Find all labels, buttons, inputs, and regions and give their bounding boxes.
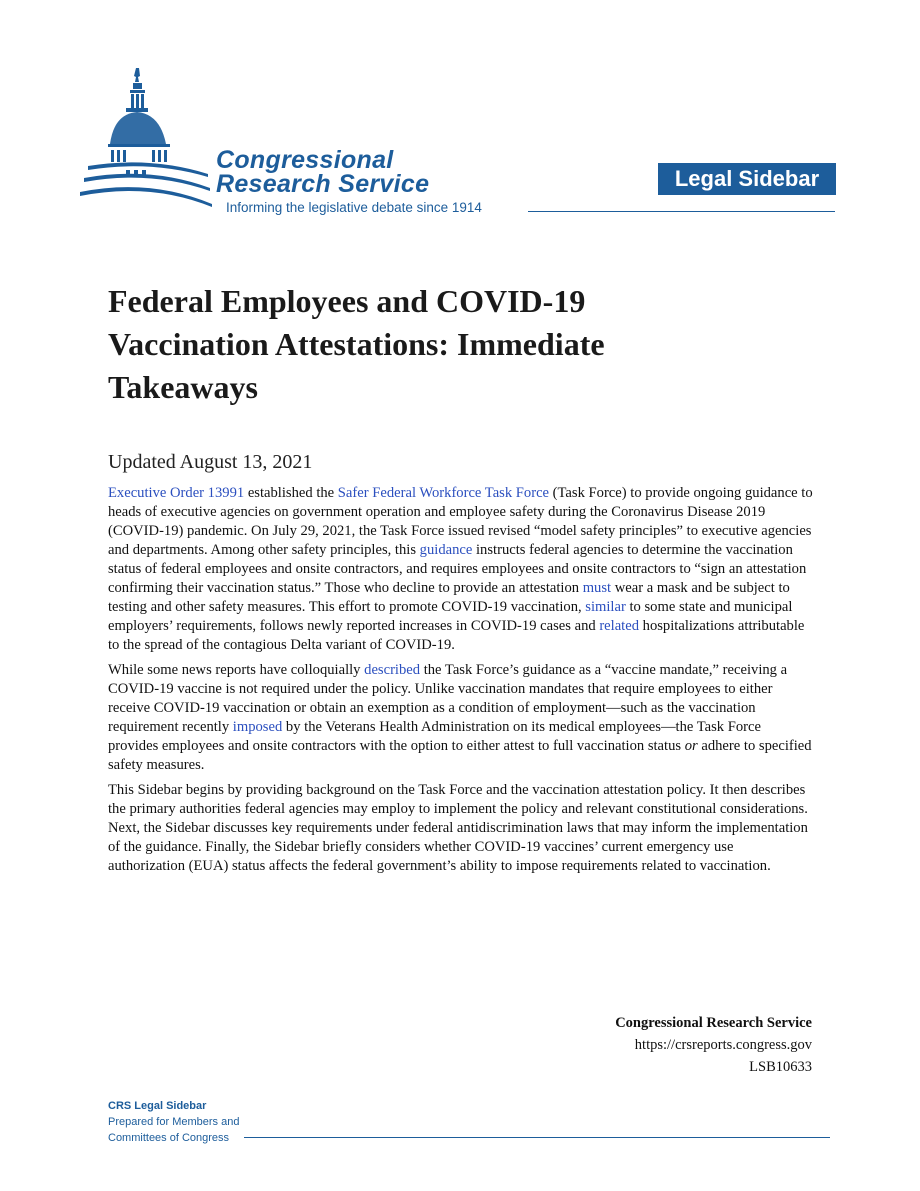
footer-url[interactable]: https://crsreports.congress.gov [634, 1037, 812, 1053]
bottom-label-line1: CRS Legal Sidebar [108, 1100, 207, 1112]
paragraph-2 [108, 661, 814, 775]
bottom-label-line3: Committees of Congress [108, 1132, 230, 1144]
article-body [108, 484, 814, 882]
logo-text-line1: Congressional [216, 146, 394, 174]
text: by the Veterans Health Administration on its medical employees—the Task Force provides employees and onsite contractors with the option to either attest to full vaccination status [108, 719, 761, 754]
text: adhere to specified safety measures. [108, 738, 812, 773]
text: to some state and municipal employers’ requirements, follows newly reported increases in COVID-19 cases and [108, 599, 793, 634]
link-must[interactable]: must [582, 580, 612, 596]
updated-date: Updated August 13, 2021 [108, 451, 313, 473]
logo-tagline: Informing the legislative debate since 1914 [226, 200, 482, 215]
crs-footer [615, 1012, 812, 1078]
crs-logo [80, 66, 600, 226]
bottom-divider [244, 1137, 830, 1138]
logo-text-line2: Research Service [216, 170, 430, 198]
text: instructs federal agencies to determine the vaccination status of federal employees and onsite contractors, and requires employees and onsite contractors to “sign an attestation confirming their vaccination status.” Those who decline to provide an attestation [108, 542, 807, 596]
paragraph-3: This Sidebar begins by providing background on the Task Force and the vaccination attestation policy. It then describes the primary authorities federal agencies may employ to implement the policy and relevant constitutional considerations. Next, the Sidebar discusses key requirements under federal antidiscrimination laws that may inform the implementation of the guidance. Finally, the Sidebar briefly considers whether COVID-19 vaccines’ current emergency use authorization (EUA) status affects the federal government’s ability to impose requirements related to vaccination. [108, 782, 808, 874]
text: hospitalizations attributable to the spread of the contagious Delta variant of COVID-19. [108, 618, 805, 653]
link-similar[interactable]: similar [585, 599, 626, 615]
bottom-label-line2: Prepared for Members and [108, 1116, 240, 1128]
paragraph-1 [108, 484, 814, 655]
header-divider [528, 211, 835, 212]
page-title: Federal Employees and COVID-19 Vaccination Attestations: Immediate Takeaways [108, 283, 605, 405]
legal-sidebar-badge: Legal Sidebar [658, 163, 836, 195]
link-task-force[interactable]: Safer Federal Workforce Task Force [337, 485, 550, 501]
text: established the [244, 485, 338, 501]
link-guidance[interactable]: guidance [419, 542, 473, 558]
capitol-dome-icon [80, 66, 215, 216]
footer-org: Congressional Research Service [615, 1015, 812, 1031]
text: the Task Force’s guidance as a “vaccine mandate,” receiving a COVID-19 vaccine is not required under the policy. Unlike vaccination mandates that require employees to either receive COVID-19 vaccination or obtain an exemption as a condition of employment—such as the vaccination requirement recently [108, 662, 788, 735]
link-executive-order[interactable]: Executive Order 13991 [108, 485, 245, 501]
emphasis-or: or [684, 738, 698, 754]
text: While some news reports have colloquially [108, 662, 365, 678]
bottom-label [108, 1098, 239, 1146]
text: wear a mask and be subject to testing and other safety measures. This effort to promote COVID-19 vaccination, [108, 580, 790, 615]
link-imposed[interactable]: imposed [232, 719, 283, 735]
text: (Task Force) to provide ongoing guidance to heads of executive agencies on government operation and employee safety during the Coronavirus Disease 2019 (COVID-19) pandemic. On July 29, 2021, the Task Force issued revised “model safety principles” to executive agencies and departments. Among other safety principles, this [108, 485, 813, 558]
link-related[interactable]: related [599, 618, 640, 634]
footer-report-id: LSB10633 [749, 1059, 812, 1075]
link-described[interactable]: described [364, 662, 421, 678]
